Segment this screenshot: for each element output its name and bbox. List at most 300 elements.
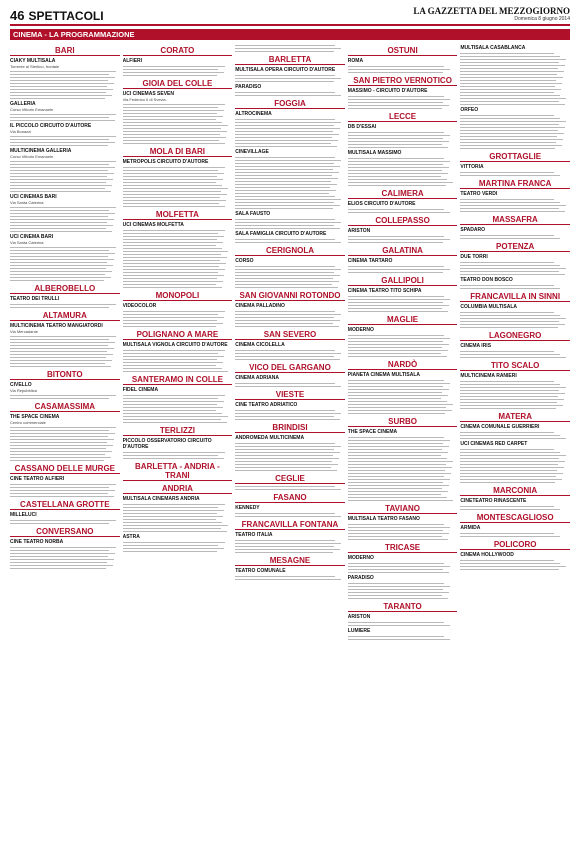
showtime-line: [123, 317, 225, 318]
showtime-line: [235, 446, 341, 447]
showtime-line: [348, 69, 451, 70]
showtime-line: [10, 210, 109, 211]
showtime-line: [235, 172, 339, 173]
cinema-name: ARISTON: [347, 614, 371, 620]
showtime-line: [10, 98, 105, 99]
showtime-line: [460, 205, 566, 206]
showtime-line: [10, 345, 108, 346]
city-heading: LECCE: [348, 112, 458, 122]
showtime-line: [460, 354, 560, 355]
showtime-line: [348, 72, 444, 73]
cinema-address: Centro commerciale: [10, 420, 46, 425]
showtime-line: [348, 164, 444, 165]
showtime-line: [460, 56, 560, 57]
showtime-line: [10, 207, 116, 208]
showtime-line: [460, 65, 565, 66]
showtime-line: [235, 489, 341, 490]
city-heading: TAVIANO: [348, 504, 458, 514]
showtime-line: [235, 208, 333, 209]
cinema-name: ELIOS CIRCUITO D'AUTORE: [347, 201, 416, 207]
showtime-line: [235, 275, 340, 276]
showtime-line: [10, 86, 107, 87]
showtime-line: [235, 579, 341, 580]
showtime-line: [10, 222, 107, 223]
showtime-line: [123, 504, 226, 505]
showtime-line: [348, 173, 449, 174]
showtime-line: [10, 547, 116, 548]
showtime-line: [348, 305, 450, 306]
showtime-line: [10, 484, 116, 485]
listing-column: [235, 43, 345, 838]
showtime-line: [10, 366, 111, 367]
showtime-line: [123, 170, 219, 171]
showtime-line: [348, 392, 443, 393]
city-heading: MONTESCAGLIOSO: [460, 513, 570, 523]
showtime-line: [348, 96, 445, 97]
showtime-line: [460, 59, 566, 60]
showtime-line: [10, 219, 114, 220]
showtime-line: [460, 464, 558, 465]
showtime-line: [123, 122, 223, 123]
showtime-line: [10, 95, 112, 96]
showtime-line: [235, 284, 332, 285]
showtime-line: [123, 125, 229, 126]
showtime-line: [460, 139, 563, 140]
cinema-name: PIANETA CINEMA MULTISALA: [347, 372, 420, 378]
cinema-name: THE SPACE CINEMA: [347, 429, 398, 435]
showtime-line: [235, 314, 341, 315]
showtime-line: [348, 272, 444, 273]
city-heading: BITONTO: [10, 370, 120, 380]
showtime-line: [123, 510, 225, 511]
showtime-line: [460, 142, 556, 143]
showtime-line: [10, 304, 116, 305]
showtime-line: [460, 130, 558, 131]
showtime-line: [123, 455, 219, 456]
showtime-line: [123, 182, 217, 183]
showtime-line: [123, 368, 223, 369]
showtime-line: [10, 92, 106, 93]
showtime-line: [123, 179, 224, 180]
showtime-line: [460, 124, 559, 125]
showtime-line: [235, 458, 339, 459]
showtime-line: [348, 569, 444, 570]
showtime-line: [460, 148, 555, 149]
city-heading: VIESTE: [235, 390, 345, 400]
showtime-line: [123, 257, 228, 258]
cinema-name: MULTISALA CINEMARS ANDRIA: [122, 496, 200, 502]
showtime-line: [348, 144, 443, 145]
cinema-name: TEATRO ITALIA: [235, 532, 273, 538]
cinema-name: METROPOLIS CIRCUITO D'AUTORE: [122, 159, 209, 165]
showtime-line: [348, 586, 451, 587]
showtime-line: [348, 356, 448, 357]
cinema-name: MULTISALA MASSIMO: [347, 150, 402, 156]
showtime-line: [235, 166, 340, 167]
city-heading: MESAGNE: [235, 556, 345, 566]
showtime-line: [10, 173, 114, 174]
showtime-line: [235, 193, 329, 194]
showtime-line: [348, 527, 451, 528]
city-heading: GIOIA DEL COLLE: [123, 79, 233, 89]
city-heading: CERIGNOLA: [235, 246, 345, 256]
showtime-line: [123, 422, 228, 423]
showtime-line: [348, 138, 444, 139]
cinema-name: TEATRO VERDI: [460, 191, 498, 197]
showtime-line: [235, 552, 333, 553]
showtime-line: [10, 448, 106, 449]
city-heading: TERLIZZI: [123, 426, 233, 436]
showtime-line: [123, 233, 219, 234]
showtime-line: [123, 365, 217, 366]
showtime-line: [10, 268, 106, 269]
city-heading: POLICORO: [460, 540, 570, 550]
city-heading: MASSAFRA: [460, 215, 570, 225]
showtime-line: [348, 182, 454, 183]
showtime-line: [235, 219, 335, 220]
showtime-line: [460, 271, 559, 272]
cinema-name: DUE TORRI: [460, 254, 488, 260]
showtime-line: [460, 396, 558, 397]
showtime-line: [10, 170, 108, 171]
showtime-line: [123, 191, 222, 192]
showtime-line: [10, 256, 108, 257]
showtime-line: [10, 430, 109, 431]
showtime-line: [348, 446, 450, 447]
showtime-line: [460, 357, 566, 358]
showtime-line: [348, 473, 452, 474]
cinema-name: ROMA: [347, 58, 364, 64]
city-heading: GALLIPOLI: [348, 276, 458, 286]
showtime-line: [348, 266, 445, 267]
showtime-line: [123, 284, 217, 285]
showtime-line: [460, 509, 560, 510]
cinema-name: MULTICINEMA TEATRO MANGIATORDI: [10, 323, 103, 329]
showtime-line: [235, 464, 338, 465]
showtime-line: [348, 443, 444, 444]
showtime-line: [10, 562, 107, 563]
city-heading: CORATO: [123, 46, 233, 56]
showtime-line: [123, 401, 225, 402]
showtime-line: [348, 99, 451, 100]
masthead: LA GAZZETTA DEL MEZZOGIORNO: [413, 6, 570, 16]
showtime-line: [235, 134, 339, 135]
showtime-line: [123, 350, 226, 351]
showtime-line: [348, 386, 444, 387]
showtime-line: [460, 265, 560, 266]
showtime-line: [348, 464, 447, 465]
showtime-line: [123, 75, 218, 76]
cinema-name: CINETEATRO RINASCENTE: [460, 498, 527, 504]
showtime-line: [123, 404, 218, 405]
showtime-line: [10, 167, 115, 168]
showtime-line: [123, 314, 219, 315]
showtime-line: [460, 172, 554, 173]
showtime-line: [460, 482, 555, 483]
cinema-name: VITTORIA: [460, 164, 484, 170]
cinema-name: GALLERIA: [10, 101, 36, 107]
showtime-line: [123, 188, 229, 189]
cinema-name: CIVELLO: [10, 382, 32, 388]
showtime-line: [235, 266, 335, 267]
showtime-line: [348, 176, 442, 177]
showtime-line: [348, 583, 445, 584]
showtime-line: [10, 271, 112, 272]
showtime-line: [348, 437, 445, 438]
showtime-line: [348, 461, 454, 462]
showtime-line: [10, 568, 106, 569]
showtime-line: [460, 569, 559, 570]
programme-title: CINEMA - LA PROGRAMMAZIONE: [10, 29, 570, 40]
showtime-line: [10, 433, 115, 434]
showtime-line: [123, 206, 226, 207]
showtime-line: [460, 121, 566, 122]
showtime-line: [235, 48, 341, 49]
showtime-line: [348, 302, 444, 303]
showtime-line: [10, 445, 113, 446]
showtime-line: [460, 145, 562, 146]
showtime-line: [123, 542, 226, 543]
showtime-line: [348, 598, 449, 599]
showtime-line: [348, 167, 450, 168]
showtime-line: [348, 485, 450, 486]
showtime-line: [348, 398, 442, 399]
showtime-line: [348, 350, 449, 351]
showtime-line: [235, 353, 341, 354]
showtime-line: [235, 320, 340, 321]
showtime-line: [10, 136, 116, 137]
showtime-line: [123, 323, 224, 324]
showtime-line: [460, 136, 557, 137]
city-heading: MATERA: [460, 412, 570, 422]
showtime-line: [123, 519, 217, 520]
showtime-line: [235, 419, 340, 420]
showtime-line: [348, 494, 442, 495]
showtime-line: [348, 105, 450, 106]
showtime-line: [123, 242, 224, 243]
showtime-line: [460, 458, 559, 459]
showtime-line: [348, 440, 451, 441]
showtime-line: [123, 359, 218, 360]
showtime-line: [123, 419, 222, 420]
showtime-line: [10, 442, 107, 443]
showtime-line: [235, 190, 336, 191]
showtime-line: [348, 344, 450, 345]
showtime-line: [235, 202, 334, 203]
showtime-line: [460, 563, 560, 564]
showtime-line: [235, 169, 333, 170]
showtime-line: [123, 137, 227, 138]
showtime-line: [235, 486, 335, 487]
showtime-line: [235, 272, 334, 273]
cinema-name: UCI CINEMA BARI: [10, 234, 54, 240]
listing-column: [460, 43, 570, 838]
showtime-line: [123, 507, 219, 508]
cinema-name: SPADARO: [460, 227, 486, 233]
showtime-line: [348, 383, 451, 384]
showtime-line: [348, 338, 451, 339]
showtime-line: [123, 236, 225, 237]
cinema-name: TEATRO DON BOSCO: [460, 277, 513, 283]
showtime-line: [348, 239, 451, 240]
showtime-line: [235, 137, 332, 138]
showtime-line: [235, 356, 334, 357]
showtime-line: [235, 184, 337, 185]
cinema-name: ARISTON: [347, 228, 371, 234]
showtime-line: [348, 389, 450, 390]
showtime-line: [123, 194, 228, 195]
cinema-name: ORFEO: [460, 107, 479, 113]
showtime-line: [123, 173, 225, 174]
showtime-line: [10, 120, 115, 121]
city-heading: FRANCAVILLA IN SINNI: [460, 292, 570, 302]
cinema-name: CINEMA TEATRO TITO SCHIPA: [347, 288, 422, 294]
city-heading: POTENZA: [460, 242, 570, 252]
showtime-line: [235, 146, 337, 147]
cinema-name: CINEVILLAGE: [235, 149, 269, 155]
showtime-line: [123, 134, 221, 135]
showtime-line: [123, 113, 218, 114]
showtime-line: [460, 399, 564, 400]
showtime-line: [460, 408, 556, 409]
showtime-line: [235, 540, 335, 541]
showtime-line: [10, 436, 108, 437]
showtime-line: [348, 470, 446, 471]
showtime-line: [10, 493, 108, 494]
issue-date: Domenica 8 giugno 2014: [514, 16, 570, 22]
showtime-line: [460, 202, 560, 203]
showtime-line: [235, 225, 334, 226]
cinema-name: CINE TEATRO ADRIATICO: [235, 402, 298, 408]
showtime-line: [235, 461, 332, 462]
city-heading: BARLETTA - ANDRIA - TRANI: [123, 462, 233, 481]
showtime-line: [460, 211, 565, 212]
showtime-line: [10, 280, 104, 281]
showtime-line: [10, 250, 109, 251]
showtime-line: [10, 277, 111, 278]
city-heading: SAN GIOVANNI ROTONDO: [235, 291, 345, 301]
city-heading: LAGONEGRO: [460, 331, 570, 341]
showtime-line: [123, 203, 220, 204]
showtime-line: [10, 363, 105, 364]
showtime-line: [460, 449, 554, 450]
listing-column: [123, 43, 233, 838]
showtime-line: [460, 83, 562, 84]
city-heading: SURBO: [348, 417, 458, 427]
showtime-line: [10, 247, 116, 248]
cinema-name: CIAKY MULTISALA: [10, 58, 56, 64]
showtime-line: [10, 185, 112, 186]
showtime-line: [123, 407, 224, 408]
showtime-line: [460, 175, 560, 176]
showtime-line: [123, 353, 219, 354]
showtime-line: [235, 181, 331, 182]
city-heading: SAN PIETRO VERNOTICO: [348, 76, 458, 86]
showtime-line: [235, 413, 341, 414]
showtime-line: [10, 565, 113, 566]
city-heading: BARI: [10, 46, 120, 56]
showtime-line: [123, 110, 225, 111]
showtime-line: [123, 371, 229, 372]
showtime-line: [348, 524, 445, 525]
showtime-line: [123, 516, 224, 517]
cinema-name: TEATRO COMUNALE: [235, 568, 286, 574]
showtime-line: [10, 80, 108, 81]
showtime-line: [123, 66, 226, 67]
showtime-line: [123, 320, 218, 321]
showtime-line: [348, 347, 443, 348]
showtime-line: [10, 213, 115, 214]
showtime-line: [235, 199, 341, 200]
showtime-line: [348, 407, 447, 408]
showtime-line: [348, 242, 444, 243]
showtime-line: [123, 116, 224, 117]
showtime-line: [123, 251, 229, 252]
showtime-line: [235, 516, 341, 517]
showtime-line: [123, 69, 219, 70]
showtime-line: [348, 353, 442, 354]
showtime-line: [460, 89, 561, 90]
cinema-name: CINE TEATRO NORBA: [10, 539, 64, 545]
cinema-address: Via Santa Caterina: [10, 200, 44, 205]
cinema-name: MULTICINEMA RANIERI: [460, 373, 517, 379]
showtime-line: [235, 323, 333, 324]
city-heading: CASSANO DELLE MURGE: [10, 464, 120, 474]
showtime-line: [348, 161, 451, 162]
showtime-line: [235, 443, 335, 444]
showtime-line: [460, 506, 554, 507]
showtime-line: [123, 197, 221, 198]
showtime-line: [348, 530, 444, 531]
city-heading: CASAMASSIMA: [10, 402, 120, 412]
showtime-line: [348, 108, 443, 109]
cinema-name: SALA FAUSTO: [235, 211, 271, 217]
showtime-line: [123, 398, 219, 399]
showtime-line: [460, 95, 560, 96]
showtime-line: [460, 467, 564, 468]
showtime-line: [123, 72, 225, 73]
showtime-line: [10, 559, 114, 560]
showtime-line: [10, 351, 107, 352]
showtime-line: [10, 179, 113, 180]
showtime-line: [460, 92, 554, 93]
cinema-name: CINEMA PALLADINO: [235, 303, 285, 309]
showtime-line: [460, 86, 555, 87]
showtime-line: [235, 549, 340, 550]
city-heading: MOLFETTA: [123, 210, 233, 220]
showtime-line: [123, 119, 217, 120]
cinema-name: CINEMA TARTARO: [347, 258, 393, 264]
showtime-line: [460, 312, 554, 313]
showtime-line: [235, 157, 335, 158]
showtime-line: [235, 125, 334, 126]
cinema-name: TEATRO DEI TRULLI: [10, 296, 60, 302]
city-heading: GALATINA: [348, 246, 458, 256]
showtime-line: [235, 311, 335, 312]
showtime-line: [123, 143, 226, 144]
showtime-line: [235, 160, 341, 161]
showtime-line: [460, 461, 565, 462]
city-heading: TRICASE: [348, 543, 458, 553]
city-heading: CONVERSANO: [10, 527, 120, 537]
showtime-line: [460, 452, 560, 453]
cinema-name: MULTISALA OPERA CIRCUITO D'AUTORE: [235, 67, 336, 73]
showtime-line: [123, 326, 217, 327]
showtime-line: [123, 513, 218, 514]
showtime-line: [348, 566, 451, 567]
showtime-line: [10, 550, 109, 551]
showtime-line: [235, 242, 341, 243]
